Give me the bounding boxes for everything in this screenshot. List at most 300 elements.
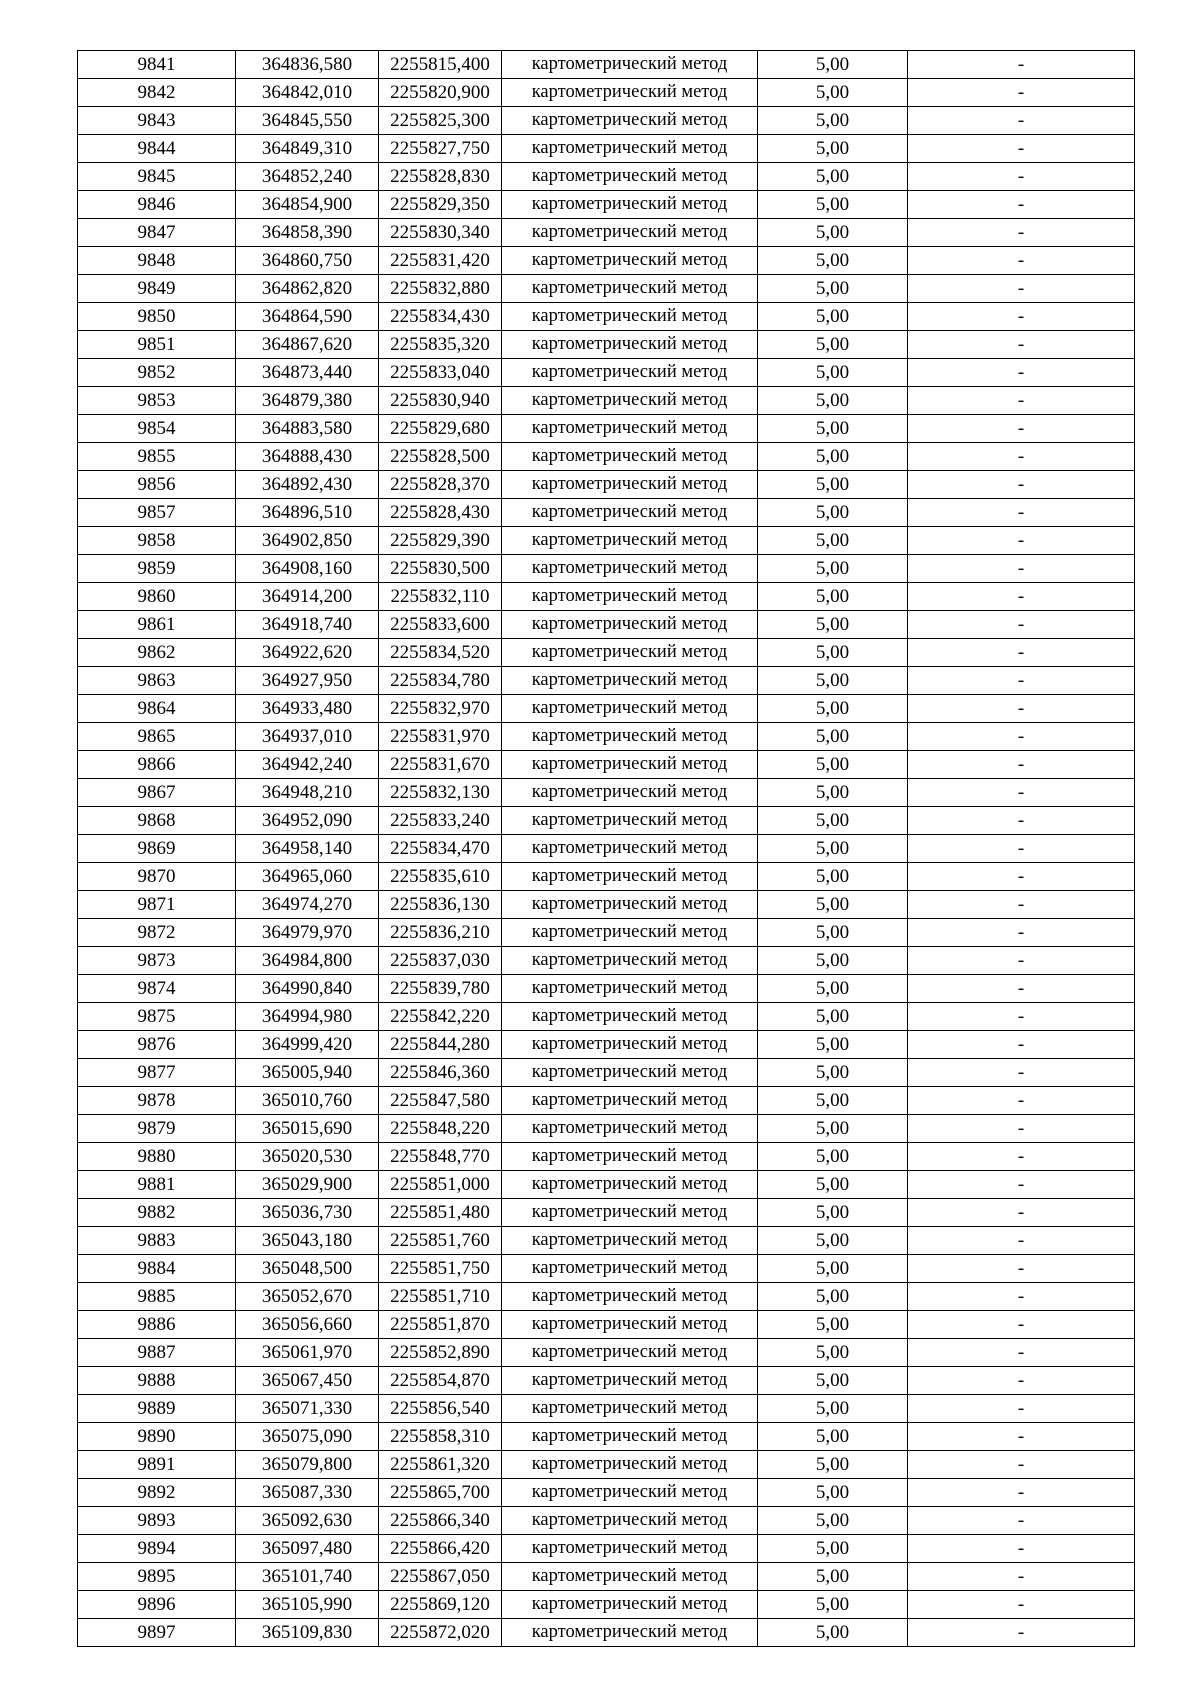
point-number-cell: 9849 bbox=[78, 275, 236, 303]
method-cell: картометрический метод bbox=[502, 975, 758, 1003]
x-coordinate-cell: 364952,090 bbox=[236, 807, 379, 835]
point-number-cell: 9890 bbox=[78, 1423, 236, 1451]
x-coordinate-cell: 365020,530 bbox=[236, 1143, 379, 1171]
point-number-cell: 9868 bbox=[78, 807, 236, 835]
x-coordinate-cell: 364965,060 bbox=[236, 863, 379, 891]
accuracy-cell: 5,00 bbox=[758, 219, 908, 247]
table-row bbox=[78, 1395, 1135, 1423]
method-cell: картометрический метод bbox=[502, 1227, 758, 1255]
x-coordinate-cell: 364860,750 bbox=[236, 247, 379, 275]
x-coordinate-cell: 364908,160 bbox=[236, 555, 379, 583]
table-row bbox=[78, 527, 1135, 555]
note-cell: - bbox=[908, 779, 1135, 807]
x-coordinate-cell: 364896,510 bbox=[236, 499, 379, 527]
x-coordinate-cell: 364958,140 bbox=[236, 835, 379, 863]
y-coordinate-cell: 2255867,050 bbox=[379, 1563, 502, 1591]
x-coordinate-cell: 365052,670 bbox=[236, 1283, 379, 1311]
point-number-cell: 9846 bbox=[78, 191, 236, 219]
table-row bbox=[78, 387, 1135, 415]
accuracy-cell: 5,00 bbox=[758, 891, 908, 919]
method-cell: картометрический метод bbox=[502, 387, 758, 415]
accuracy-cell: 5,00 bbox=[758, 1311, 908, 1339]
y-coordinate-cell: 2255842,220 bbox=[379, 1003, 502, 1031]
accuracy-cell: 5,00 bbox=[758, 807, 908, 835]
table-row bbox=[78, 1031, 1135, 1059]
accuracy-cell: 5,00 bbox=[758, 1143, 908, 1171]
x-coordinate-cell: 364937,010 bbox=[236, 723, 379, 751]
accuracy-cell: 5,00 bbox=[758, 1535, 908, 1563]
note-cell: - bbox=[908, 1395, 1135, 1423]
table-row bbox=[78, 1563, 1135, 1591]
table-row bbox=[78, 1451, 1135, 1479]
accuracy-cell: 5,00 bbox=[758, 191, 908, 219]
x-coordinate-cell: 365092,630 bbox=[236, 1507, 379, 1535]
x-coordinate-cell: 365029,900 bbox=[236, 1171, 379, 1199]
accuracy-cell: 5,00 bbox=[758, 1507, 908, 1535]
accuracy-cell: 5,00 bbox=[758, 443, 908, 471]
method-cell: картометрический метод bbox=[502, 1255, 758, 1283]
note-cell: - bbox=[908, 527, 1135, 555]
note-cell: - bbox=[908, 835, 1135, 863]
note-cell: - bbox=[908, 723, 1135, 751]
table-row bbox=[78, 79, 1135, 107]
accuracy-cell: 5,00 bbox=[758, 107, 908, 135]
note-cell: - bbox=[908, 359, 1135, 387]
point-number-cell: 9874 bbox=[78, 975, 236, 1003]
table-row bbox=[78, 1367, 1135, 1395]
y-coordinate-cell: 2255866,420 bbox=[379, 1535, 502, 1563]
table-row bbox=[78, 779, 1135, 807]
point-number-cell: 9842 bbox=[78, 79, 236, 107]
method-cell: картометрический метод bbox=[502, 723, 758, 751]
accuracy-cell: 5,00 bbox=[758, 947, 908, 975]
point-number-cell: 9864 bbox=[78, 695, 236, 723]
note-cell: - bbox=[908, 415, 1135, 443]
note-cell: - bbox=[908, 667, 1135, 695]
note-cell: - bbox=[908, 163, 1135, 191]
point-number-cell: 9892 bbox=[78, 1479, 236, 1507]
table-row bbox=[78, 863, 1135, 891]
y-coordinate-cell: 2255861,320 bbox=[379, 1451, 502, 1479]
table-row bbox=[78, 1591, 1135, 1619]
note-cell: - bbox=[908, 639, 1135, 667]
y-coordinate-cell: 2255851,750 bbox=[379, 1255, 502, 1283]
note-cell: - bbox=[908, 919, 1135, 947]
y-coordinate-cell: 2255831,420 bbox=[379, 247, 502, 275]
note-cell: - bbox=[908, 975, 1135, 1003]
note-cell: - bbox=[908, 1059, 1135, 1087]
table-row bbox=[78, 807, 1135, 835]
table-row bbox=[78, 191, 1135, 219]
table-row bbox=[78, 443, 1135, 471]
point-number-cell: 9858 bbox=[78, 527, 236, 555]
table-row bbox=[78, 331, 1135, 359]
method-cell: картометрический метод bbox=[502, 1507, 758, 1535]
y-coordinate-cell: 2255851,480 bbox=[379, 1199, 502, 1227]
note-cell: - bbox=[908, 1227, 1135, 1255]
method-cell: картометрический метод bbox=[502, 1283, 758, 1311]
note-cell: - bbox=[908, 135, 1135, 163]
x-coordinate-cell: 364914,200 bbox=[236, 583, 379, 611]
note-cell: - bbox=[908, 1115, 1135, 1143]
method-cell: картометрический метод bbox=[502, 1031, 758, 1059]
table-row bbox=[78, 1535, 1135, 1563]
note-cell: - bbox=[908, 1311, 1135, 1339]
method-cell: картометрический метод bbox=[502, 639, 758, 667]
accuracy-cell: 5,00 bbox=[758, 387, 908, 415]
method-cell: картометрический метод bbox=[502, 1003, 758, 1031]
accuracy-cell: 5,00 bbox=[758, 79, 908, 107]
accuracy-cell: 5,00 bbox=[758, 527, 908, 555]
accuracy-cell: 5,00 bbox=[758, 1591, 908, 1619]
table-row bbox=[78, 219, 1135, 247]
x-coordinate-cell: 364842,010 bbox=[236, 79, 379, 107]
y-coordinate-cell: 2255866,340 bbox=[379, 1507, 502, 1535]
note-cell: - bbox=[908, 1423, 1135, 1451]
method-cell: картометрический метод bbox=[502, 1367, 758, 1395]
method-cell: картометрический метод bbox=[502, 303, 758, 331]
y-coordinate-cell: 2255831,970 bbox=[379, 723, 502, 751]
method-cell: картометрический метод bbox=[502, 1115, 758, 1143]
point-number-cell: 9882 bbox=[78, 1199, 236, 1227]
accuracy-cell: 5,00 bbox=[758, 1395, 908, 1423]
point-number-cell: 9883 bbox=[78, 1227, 236, 1255]
method-cell: картометрический метод bbox=[502, 1479, 758, 1507]
method-cell: картометрический метод bbox=[502, 359, 758, 387]
accuracy-cell: 5,00 bbox=[758, 863, 908, 891]
table-row bbox=[78, 947, 1135, 975]
accuracy-cell: 5,00 bbox=[758, 1115, 908, 1143]
x-coordinate-cell: 365079,800 bbox=[236, 1451, 379, 1479]
note-cell: - bbox=[908, 1479, 1135, 1507]
method-cell: картометрический метод bbox=[502, 1339, 758, 1367]
y-coordinate-cell: 2255831,670 bbox=[379, 751, 502, 779]
x-coordinate-cell: 364902,850 bbox=[236, 527, 379, 555]
note-cell: - bbox=[908, 79, 1135, 107]
y-coordinate-cell: 2255835,320 bbox=[379, 331, 502, 359]
table-row bbox=[78, 1059, 1135, 1087]
accuracy-cell: 5,00 bbox=[758, 723, 908, 751]
x-coordinate-cell: 364994,980 bbox=[236, 1003, 379, 1031]
point-number-cell: 9893 bbox=[78, 1507, 236, 1535]
table-row bbox=[78, 1619, 1135, 1647]
y-coordinate-cell: 2255832,130 bbox=[379, 779, 502, 807]
accuracy-cell: 5,00 bbox=[758, 135, 908, 163]
method-cell: картометрический метод bbox=[502, 331, 758, 359]
method-cell: картометрический метод bbox=[502, 751, 758, 779]
note-cell: - bbox=[908, 1339, 1135, 1367]
point-number-cell: 9866 bbox=[78, 751, 236, 779]
table-row bbox=[78, 583, 1135, 611]
y-coordinate-cell: 2255827,750 bbox=[379, 135, 502, 163]
y-coordinate-cell: 2255832,880 bbox=[379, 275, 502, 303]
accuracy-cell: 5,00 bbox=[758, 583, 908, 611]
note-cell: - bbox=[908, 1171, 1135, 1199]
y-coordinate-cell: 2255834,520 bbox=[379, 639, 502, 667]
method-cell: картометрический метод bbox=[502, 1171, 758, 1199]
table-row bbox=[78, 303, 1135, 331]
note-cell: - bbox=[908, 1031, 1135, 1059]
accuracy-cell: 5,00 bbox=[758, 1059, 908, 1087]
method-cell: картометрический метод bbox=[502, 919, 758, 947]
note-cell: - bbox=[908, 387, 1135, 415]
x-coordinate-cell: 364836,580 bbox=[236, 51, 379, 79]
table-row bbox=[78, 695, 1135, 723]
table-row bbox=[78, 499, 1135, 527]
coordinates-table-body bbox=[78, 51, 1135, 1647]
method-cell: картометрический метод bbox=[502, 835, 758, 863]
y-coordinate-cell: 2255835,610 bbox=[379, 863, 502, 891]
y-coordinate-cell: 2255834,780 bbox=[379, 667, 502, 695]
y-coordinate-cell: 2255851,870 bbox=[379, 1311, 502, 1339]
point-number-cell: 9841 bbox=[78, 51, 236, 79]
method-cell: картометрический метод bbox=[502, 1451, 758, 1479]
method-cell: картометрический метод bbox=[502, 527, 758, 555]
note-cell: - bbox=[908, 107, 1135, 135]
x-coordinate-cell: 364883,580 bbox=[236, 415, 379, 443]
y-coordinate-cell: 2255830,500 bbox=[379, 555, 502, 583]
table-row bbox=[78, 1479, 1135, 1507]
table-row bbox=[78, 135, 1135, 163]
x-coordinate-cell: 365071,330 bbox=[236, 1395, 379, 1423]
note-cell: - bbox=[908, 1535, 1135, 1563]
x-coordinate-cell: 365015,690 bbox=[236, 1115, 379, 1143]
accuracy-cell: 5,00 bbox=[758, 331, 908, 359]
table-row bbox=[78, 1003, 1135, 1031]
y-coordinate-cell: 2255858,310 bbox=[379, 1423, 502, 1451]
x-coordinate-cell: 365087,330 bbox=[236, 1479, 379, 1507]
point-number-cell: 9870 bbox=[78, 863, 236, 891]
y-coordinate-cell: 2255830,340 bbox=[379, 219, 502, 247]
y-coordinate-cell: 2255846,360 bbox=[379, 1059, 502, 1087]
point-number-cell: 9885 bbox=[78, 1283, 236, 1311]
table-row bbox=[78, 1143, 1135, 1171]
table-row bbox=[78, 891, 1135, 919]
table-row bbox=[78, 1507, 1135, 1535]
note-cell: - bbox=[908, 51, 1135, 79]
y-coordinate-cell: 2255833,240 bbox=[379, 807, 502, 835]
method-cell: картометрический метод bbox=[502, 191, 758, 219]
table-row bbox=[78, 611, 1135, 639]
note-cell: - bbox=[908, 1087, 1135, 1115]
x-coordinate-cell: 365075,090 bbox=[236, 1423, 379, 1451]
x-coordinate-cell: 365043,180 bbox=[236, 1227, 379, 1255]
point-number-cell: 9861 bbox=[78, 611, 236, 639]
method-cell: картометрический метод bbox=[502, 107, 758, 135]
table-row bbox=[78, 163, 1135, 191]
accuracy-cell: 5,00 bbox=[758, 555, 908, 583]
table-row bbox=[78, 359, 1135, 387]
y-coordinate-cell: 2255828,500 bbox=[379, 443, 502, 471]
point-number-cell: 9878 bbox=[78, 1087, 236, 1115]
x-coordinate-cell: 364979,970 bbox=[236, 919, 379, 947]
point-number-cell: 9871 bbox=[78, 891, 236, 919]
table-row bbox=[78, 1227, 1135, 1255]
x-coordinate-cell: 365105,990 bbox=[236, 1591, 379, 1619]
point-number-cell: 9884 bbox=[78, 1255, 236, 1283]
accuracy-cell: 5,00 bbox=[758, 247, 908, 275]
point-number-cell: 9887 bbox=[78, 1339, 236, 1367]
point-number-cell: 9881 bbox=[78, 1171, 236, 1199]
y-coordinate-cell: 2255851,000 bbox=[379, 1171, 502, 1199]
note-cell: - bbox=[908, 1367, 1135, 1395]
note-cell: - bbox=[908, 947, 1135, 975]
x-coordinate-cell: 365097,480 bbox=[236, 1535, 379, 1563]
point-number-cell: 9877 bbox=[78, 1059, 236, 1087]
method-cell: картометрический метод bbox=[502, 695, 758, 723]
y-coordinate-cell: 2255828,370 bbox=[379, 471, 502, 499]
y-coordinate-cell: 2255848,770 bbox=[379, 1143, 502, 1171]
x-coordinate-cell: 364867,620 bbox=[236, 331, 379, 359]
x-coordinate-cell: 364858,390 bbox=[236, 219, 379, 247]
note-cell: - bbox=[908, 275, 1135, 303]
note-cell: - bbox=[908, 1563, 1135, 1591]
point-number-cell: 9862 bbox=[78, 639, 236, 667]
note-cell: - bbox=[908, 1199, 1135, 1227]
note-cell: - bbox=[908, 191, 1135, 219]
table-row bbox=[78, 247, 1135, 275]
note-cell: - bbox=[908, 1507, 1135, 1535]
table-row bbox=[78, 275, 1135, 303]
x-coordinate-cell: 365005,940 bbox=[236, 1059, 379, 1087]
accuracy-cell: 5,00 bbox=[758, 51, 908, 79]
point-number-cell: 9850 bbox=[78, 303, 236, 331]
note-cell: - bbox=[908, 1003, 1135, 1031]
method-cell: картометрический метод bbox=[502, 443, 758, 471]
point-number-cell: 9897 bbox=[78, 1619, 236, 1647]
x-coordinate-cell: 364922,620 bbox=[236, 639, 379, 667]
accuracy-cell: 5,00 bbox=[758, 1367, 908, 1395]
method-cell: картометрический метод bbox=[502, 667, 758, 695]
x-coordinate-cell: 364942,240 bbox=[236, 751, 379, 779]
note-cell: - bbox=[908, 611, 1135, 639]
method-cell: картометрический метод bbox=[502, 863, 758, 891]
point-number-cell: 9867 bbox=[78, 779, 236, 807]
point-number-cell: 9855 bbox=[78, 443, 236, 471]
x-coordinate-cell: 365036,730 bbox=[236, 1199, 379, 1227]
note-cell: - bbox=[908, 1619, 1135, 1647]
method-cell: картометрический метод bbox=[502, 1199, 758, 1227]
method-cell: картометрический метод bbox=[502, 611, 758, 639]
method-cell: картометрический метод bbox=[502, 1535, 758, 1563]
method-cell: картометрический метод bbox=[502, 51, 758, 79]
y-coordinate-cell: 2255830,940 bbox=[379, 387, 502, 415]
table-row bbox=[78, 471, 1135, 499]
table-row bbox=[78, 1339, 1135, 1367]
table-row bbox=[78, 1087, 1135, 1115]
accuracy-cell: 5,00 bbox=[758, 1003, 908, 1031]
note-cell: - bbox=[908, 1143, 1135, 1171]
method-cell: картометрический метод bbox=[502, 219, 758, 247]
y-coordinate-cell: 2255828,430 bbox=[379, 499, 502, 527]
accuracy-cell: 5,00 bbox=[758, 611, 908, 639]
accuracy-cell: 5,00 bbox=[758, 975, 908, 1003]
method-cell: картометрический метод bbox=[502, 1563, 758, 1591]
x-coordinate-cell: 364892,430 bbox=[236, 471, 379, 499]
table-row bbox=[78, 107, 1135, 135]
method-cell: картометрический метод bbox=[502, 1311, 758, 1339]
x-coordinate-cell: 364849,310 bbox=[236, 135, 379, 163]
point-number-cell: 9869 bbox=[78, 835, 236, 863]
accuracy-cell: 5,00 bbox=[758, 667, 908, 695]
accuracy-cell: 5,00 bbox=[758, 1227, 908, 1255]
y-coordinate-cell: 2255833,040 bbox=[379, 359, 502, 387]
point-number-cell: 9886 bbox=[78, 1311, 236, 1339]
table-row bbox=[78, 919, 1135, 947]
y-coordinate-cell: 2255832,110 bbox=[379, 583, 502, 611]
point-number-cell: 9888 bbox=[78, 1367, 236, 1395]
point-number-cell: 9847 bbox=[78, 219, 236, 247]
method-cell: картометрический метод bbox=[502, 163, 758, 191]
method-cell: картометрический метод bbox=[502, 947, 758, 975]
accuracy-cell: 5,00 bbox=[758, 275, 908, 303]
x-coordinate-cell: 364862,820 bbox=[236, 275, 379, 303]
accuracy-cell: 5,00 bbox=[758, 359, 908, 387]
y-coordinate-cell: 2255829,390 bbox=[379, 527, 502, 555]
x-coordinate-cell: 364888,430 bbox=[236, 443, 379, 471]
method-cell: картометрический метод bbox=[502, 1087, 758, 1115]
accuracy-cell: 5,00 bbox=[758, 639, 908, 667]
method-cell: картометрический метод bbox=[502, 807, 758, 835]
point-number-cell: 9853 bbox=[78, 387, 236, 415]
accuracy-cell: 5,00 bbox=[758, 1199, 908, 1227]
method-cell: картометрический метод bbox=[502, 1591, 758, 1619]
table-row bbox=[78, 667, 1135, 695]
method-cell: картометрический метод bbox=[502, 555, 758, 583]
table-row bbox=[78, 1311, 1135, 1339]
x-coordinate-cell: 365109,830 bbox=[236, 1619, 379, 1647]
y-coordinate-cell: 2255844,280 bbox=[379, 1031, 502, 1059]
method-cell: картометрический метод bbox=[502, 247, 758, 275]
accuracy-cell: 5,00 bbox=[758, 1255, 908, 1283]
accuracy-cell: 5,00 bbox=[758, 1283, 908, 1311]
point-number-cell: 9848 bbox=[78, 247, 236, 275]
point-number-cell: 9896 bbox=[78, 1591, 236, 1619]
x-coordinate-cell: 364852,240 bbox=[236, 163, 379, 191]
x-coordinate-cell: 364927,950 bbox=[236, 667, 379, 695]
point-number-cell: 9889 bbox=[78, 1395, 236, 1423]
method-cell: картометрический метод bbox=[502, 135, 758, 163]
accuracy-cell: 5,00 bbox=[758, 1339, 908, 1367]
point-number-cell: 9873 bbox=[78, 947, 236, 975]
point-number-cell: 9863 bbox=[78, 667, 236, 695]
method-cell: картометрический метод bbox=[502, 1423, 758, 1451]
note-cell: - bbox=[908, 863, 1135, 891]
y-coordinate-cell: 2255865,700 bbox=[379, 1479, 502, 1507]
x-coordinate-cell: 364999,420 bbox=[236, 1031, 379, 1059]
point-number-cell: 9854 bbox=[78, 415, 236, 443]
method-cell: картометрический метод bbox=[502, 1619, 758, 1647]
point-number-cell: 9876 bbox=[78, 1031, 236, 1059]
x-coordinate-cell: 364948,210 bbox=[236, 779, 379, 807]
note-cell: - bbox=[908, 247, 1135, 275]
point-number-cell: 9851 bbox=[78, 331, 236, 359]
method-cell: картометрический метод bbox=[502, 583, 758, 611]
y-coordinate-cell: 2255828,830 bbox=[379, 163, 502, 191]
accuracy-cell: 5,00 bbox=[758, 1619, 908, 1647]
table-row bbox=[78, 751, 1135, 779]
point-number-cell: 9856 bbox=[78, 471, 236, 499]
table-row bbox=[78, 415, 1135, 443]
table-row bbox=[78, 975, 1135, 1003]
accuracy-cell: 5,00 bbox=[758, 415, 908, 443]
accuracy-cell: 5,00 bbox=[758, 835, 908, 863]
method-cell: картометрический метод bbox=[502, 891, 758, 919]
accuracy-cell: 5,00 bbox=[758, 1563, 908, 1591]
accuracy-cell: 5,00 bbox=[758, 695, 908, 723]
y-coordinate-cell: 2255834,430 bbox=[379, 303, 502, 331]
table-row bbox=[78, 639, 1135, 667]
